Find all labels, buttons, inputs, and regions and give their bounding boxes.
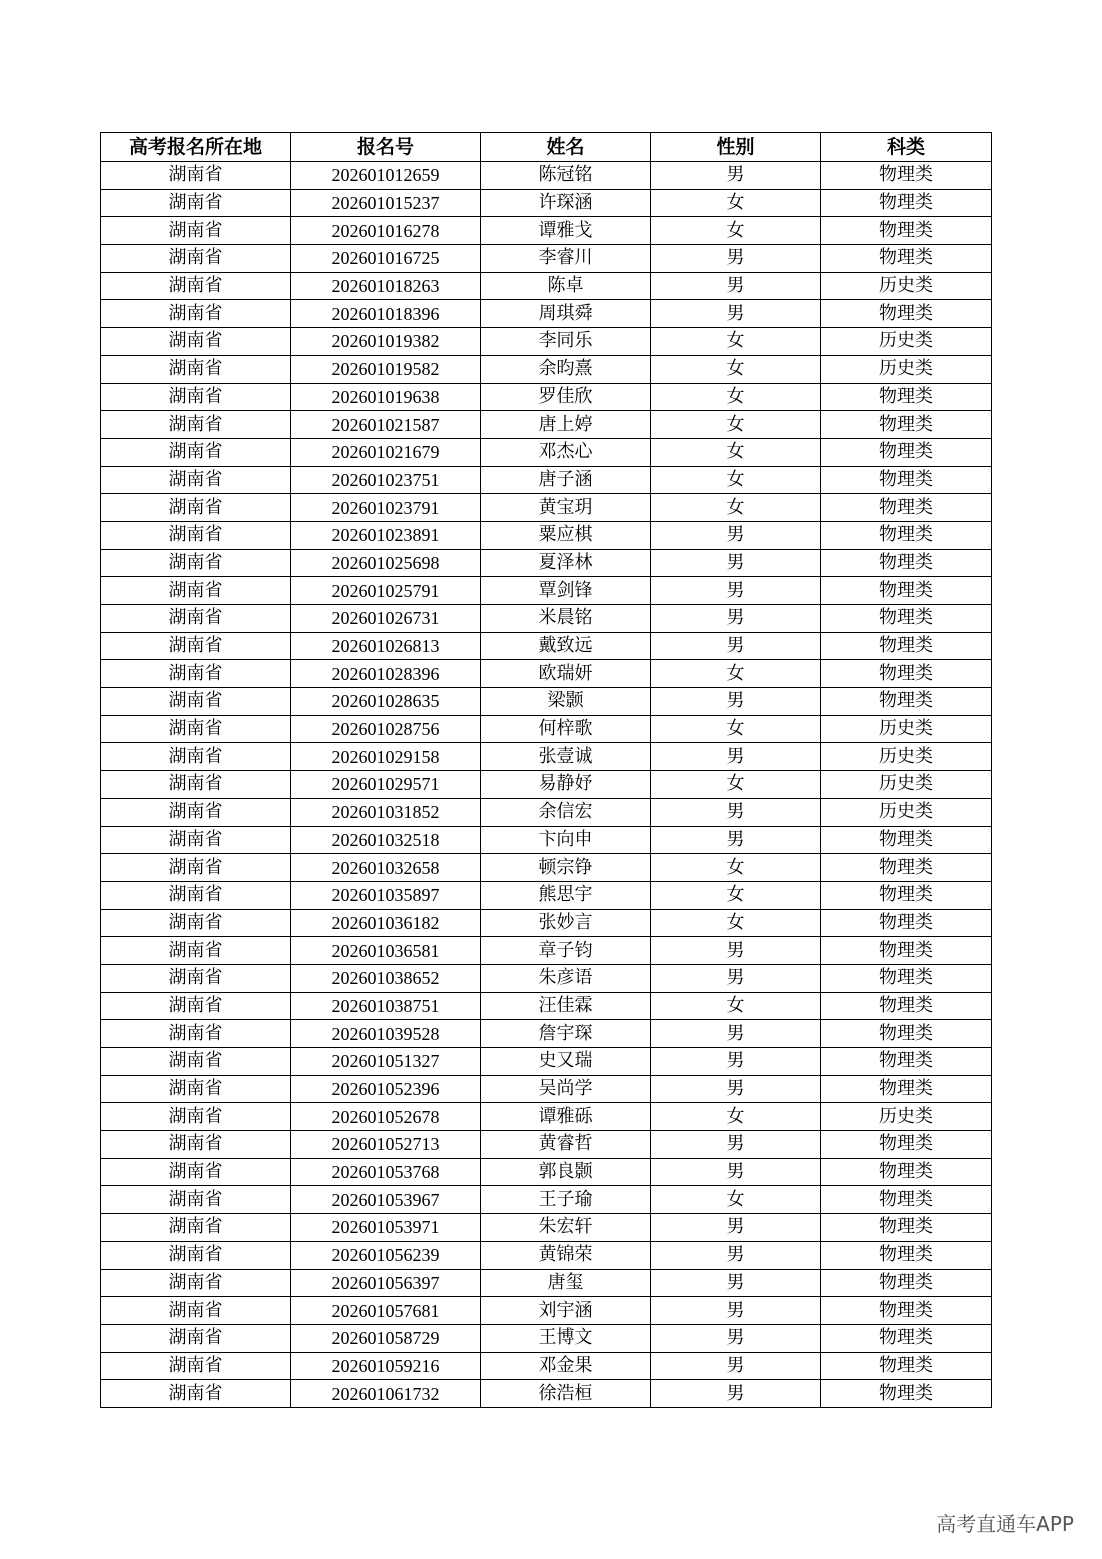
cell-registration-number: 202601026731 <box>291 605 481 633</box>
cell-location: 湖南省 <box>101 1075 291 1103</box>
table-row <box>101 826 992 854</box>
cell-name: 张妙言 <box>481 909 651 937</box>
cell-subject-category: 物理类 <box>821 909 992 937</box>
cell-registration-number: 202601056239 <box>291 1241 481 1269</box>
cell-subject-category: 物理类 <box>821 1020 992 1048</box>
cell-name: 罗佳欣 <box>481 383 651 411</box>
cell-registration-number: 202601053768 <box>291 1158 481 1186</box>
cell-gender: 男 <box>651 632 821 660</box>
cell-registration-number: 202601028635 <box>291 688 481 716</box>
cell-name: 王博文 <box>481 1324 651 1352</box>
cell-name: 余信宏 <box>481 798 651 826</box>
cell-location: 湖南省 <box>101 1131 291 1159</box>
cell-gender: 男 <box>651 1158 821 1186</box>
cell-registration-number: 202601016278 <box>291 217 481 245</box>
table-row <box>101 1324 992 1352</box>
table-row <box>101 494 992 522</box>
cell-location: 湖南省 <box>101 328 291 356</box>
table-row <box>101 162 992 190</box>
cell-location: 湖南省 <box>101 964 291 992</box>
cell-registration-number: 202601053971 <box>291 1214 481 1242</box>
cell-location: 湖南省 <box>101 1158 291 1186</box>
cell-subject-category: 物理类 <box>821 217 992 245</box>
cell-name: 李睿川 <box>481 245 651 273</box>
cell-subject-category: 物理类 <box>821 992 992 1020</box>
cell-location: 湖南省 <box>101 1297 291 1325</box>
cell-name: 周琪舜 <box>481 300 651 328</box>
table-row <box>101 992 992 1020</box>
cell-gender: 女 <box>651 411 821 439</box>
cell-subject-category: 物理类 <box>821 1269 992 1297</box>
cell-subject-category: 历史类 <box>821 798 992 826</box>
cell-location: 湖南省 <box>101 217 291 245</box>
cell-subject-category: 物理类 <box>821 1048 992 1076</box>
table-header-row <box>101 133 992 162</box>
cell-gender: 男 <box>651 1297 821 1325</box>
student-roster-table <box>100 132 992 1408</box>
cell-location: 湖南省 <box>101 660 291 688</box>
cell-subject-category: 物理类 <box>821 162 992 190</box>
cell-gender: 男 <box>651 1324 821 1352</box>
cell-registration-number: 202601021679 <box>291 438 481 466</box>
cell-registration-number: 202601026813 <box>291 632 481 660</box>
cell-registration-number: 202601053967 <box>291 1186 481 1214</box>
table-row <box>101 881 992 909</box>
cell-name: 梁颢 <box>481 688 651 716</box>
table-row <box>101 1020 992 1048</box>
cell-registration-number: 202601019582 <box>291 355 481 383</box>
table-row <box>101 328 992 356</box>
watermark-text: 高考直通车APP <box>936 1512 1074 1536</box>
cell-subject-category: 历史类 <box>821 355 992 383</box>
table-row <box>101 1380 992 1408</box>
cell-location: 湖南省 <box>101 1241 291 1269</box>
cell-registration-number: 202601059216 <box>291 1352 481 1380</box>
cell-gender: 女 <box>651 466 821 494</box>
cell-location: 湖南省 <box>101 688 291 716</box>
cell-gender: 女 <box>651 438 821 466</box>
cell-registration-number: 202601028756 <box>291 715 481 743</box>
table-row <box>101 383 992 411</box>
cell-gender: 男 <box>651 1131 821 1159</box>
cell-name: 吴尚学 <box>481 1075 651 1103</box>
cell-registration-number: 202601018396 <box>291 300 481 328</box>
table-row <box>101 632 992 660</box>
column-header-registration-number: 报名号 <box>291 133 481 162</box>
cell-gender: 女 <box>651 881 821 909</box>
cell-gender: 男 <box>651 1214 821 1242</box>
cell-location: 湖南省 <box>101 355 291 383</box>
cell-location: 湖南省 <box>101 605 291 633</box>
table-row <box>101 411 992 439</box>
cell-registration-number: 202601035897 <box>291 881 481 909</box>
table-row <box>101 660 992 688</box>
cell-location: 湖南省 <box>101 411 291 439</box>
cell-gender: 男 <box>651 1241 821 1269</box>
cell-name: 戴致远 <box>481 632 651 660</box>
cell-registration-number: 202601023751 <box>291 466 481 494</box>
cell-subject-category: 物理类 <box>821 300 992 328</box>
cell-subject-category: 物理类 <box>821 189 992 217</box>
table-row <box>101 245 992 273</box>
cell-name: 朱彦语 <box>481 964 651 992</box>
cell-subject-category: 物理类 <box>821 1131 992 1159</box>
cell-subject-category: 物理类 <box>821 1214 992 1242</box>
table-row <box>101 1214 992 1242</box>
cell-subject-category: 物理类 <box>821 881 992 909</box>
cell-subject-category: 物理类 <box>821 826 992 854</box>
cell-name: 詹宇琛 <box>481 1020 651 1048</box>
cell-gender: 女 <box>651 854 821 882</box>
cell-location: 湖南省 <box>101 771 291 799</box>
cell-subject-category: 历史类 <box>821 1103 992 1131</box>
table-row <box>101 1241 992 1269</box>
column-header-subject-category: 科类 <box>821 133 992 162</box>
cell-name: 章子钧 <box>481 937 651 965</box>
cell-subject-category: 物理类 <box>821 438 992 466</box>
cell-subject-category: 物理类 <box>821 1241 992 1269</box>
cell-registration-number: 202601012659 <box>291 162 481 190</box>
cell-subject-category: 物理类 <box>821 1075 992 1103</box>
cell-location: 湖南省 <box>101 1380 291 1408</box>
cell-registration-number: 202601036581 <box>291 937 481 965</box>
cell-registration-number: 202601052713 <box>291 1131 481 1159</box>
cell-location: 湖南省 <box>101 577 291 605</box>
cell-name: 陈冠铭 <box>481 162 651 190</box>
cell-subject-category: 历史类 <box>821 771 992 799</box>
cell-registration-number: 202601019638 <box>291 383 481 411</box>
cell-name: 熊思宇 <box>481 881 651 909</box>
cell-gender: 女 <box>651 355 821 383</box>
table-row <box>101 521 992 549</box>
cell-subject-category: 物理类 <box>821 632 992 660</box>
table-row <box>101 605 992 633</box>
table-row <box>101 549 992 577</box>
cell-subject-category: 物理类 <box>821 521 992 549</box>
table-row <box>101 688 992 716</box>
table-row <box>101 1297 992 1325</box>
cell-subject-category: 历史类 <box>821 743 992 771</box>
cell-subject-category: 历史类 <box>821 272 992 300</box>
table-row <box>101 937 992 965</box>
cell-subject-category: 物理类 <box>821 494 992 522</box>
cell-location: 湖南省 <box>101 1048 291 1076</box>
table-row <box>101 272 992 300</box>
cell-name: 米晨铭 <box>481 605 651 633</box>
cell-name: 夏泽林 <box>481 549 651 577</box>
cell-gender: 女 <box>651 383 821 411</box>
cell-location: 湖南省 <box>101 494 291 522</box>
cell-location: 湖南省 <box>101 937 291 965</box>
cell-name: 张壹诚 <box>481 743 651 771</box>
cell-subject-category: 物理类 <box>821 937 992 965</box>
cell-registration-number: 202601052678 <box>291 1103 481 1131</box>
table-row <box>101 217 992 245</box>
cell-registration-number: 202601061732 <box>291 1380 481 1408</box>
table-row <box>101 1131 992 1159</box>
table-row <box>101 743 992 771</box>
cell-name: 谭雅戈 <box>481 217 651 245</box>
cell-location: 湖南省 <box>101 743 291 771</box>
table-row <box>101 189 992 217</box>
cell-registration-number: 202601023891 <box>291 521 481 549</box>
cell-location: 湖南省 <box>101 1352 291 1380</box>
cell-location: 湖南省 <box>101 272 291 300</box>
cell-registration-number: 202601023791 <box>291 494 481 522</box>
cell-location: 湖南省 <box>101 1103 291 1131</box>
cell-registration-number: 202601036182 <box>291 909 481 937</box>
cell-registration-number: 202601018263 <box>291 272 481 300</box>
cell-gender: 男 <box>651 300 821 328</box>
cell-gender: 女 <box>651 217 821 245</box>
cell-gender: 男 <box>651 826 821 854</box>
cell-name: 徐浩桓 <box>481 1380 651 1408</box>
cell-registration-number: 202601032658 <box>291 854 481 882</box>
cell-name: 欧瑞妍 <box>481 660 651 688</box>
cell-gender: 女 <box>651 494 821 522</box>
cell-gender: 女 <box>651 660 821 688</box>
cell-name: 许琛涵 <box>481 189 651 217</box>
cell-gender: 女 <box>651 1186 821 1214</box>
cell-registration-number: 202601025698 <box>291 549 481 577</box>
cell-gender: 男 <box>651 1020 821 1048</box>
cell-gender: 男 <box>651 798 821 826</box>
table-row <box>101 1048 992 1076</box>
cell-registration-number: 202601032518 <box>291 826 481 854</box>
cell-subject-category: 物理类 <box>821 1324 992 1352</box>
cell-registration-number: 202601058729 <box>291 1324 481 1352</box>
table-row <box>101 1158 992 1186</box>
cell-subject-category: 物理类 <box>821 411 992 439</box>
cell-name: 邓金果 <box>481 1352 651 1380</box>
cell-location: 湖南省 <box>101 383 291 411</box>
table-row <box>101 1103 992 1131</box>
cell-location: 湖南省 <box>101 992 291 1020</box>
cell-gender: 女 <box>651 771 821 799</box>
cell-gender: 男 <box>651 964 821 992</box>
cell-location: 湖南省 <box>101 521 291 549</box>
cell-name: 易静妤 <box>481 771 651 799</box>
cell-registration-number: 202601025791 <box>291 577 481 605</box>
cell-name: 黄宝玥 <box>481 494 651 522</box>
cell-registration-number: 202601028396 <box>291 660 481 688</box>
cell-subject-category: 历史类 <box>821 328 992 356</box>
cell-location: 湖南省 <box>101 1324 291 1352</box>
cell-subject-category: 物理类 <box>821 854 992 882</box>
cell-name: 郭良颢 <box>481 1158 651 1186</box>
cell-gender: 女 <box>651 992 821 1020</box>
cell-location: 湖南省 <box>101 189 291 217</box>
cell-registration-number: 202601015237 <box>291 189 481 217</box>
cell-location: 湖南省 <box>101 300 291 328</box>
cell-gender: 男 <box>651 743 821 771</box>
cell-gender: 女 <box>651 715 821 743</box>
cell-subject-category: 物理类 <box>821 605 992 633</box>
cell-location: 湖南省 <box>101 1186 291 1214</box>
cell-gender: 男 <box>651 1352 821 1380</box>
cell-location: 湖南省 <box>101 162 291 190</box>
cell-subject-category: 物理类 <box>821 660 992 688</box>
cell-name: 谭雅砾 <box>481 1103 651 1131</box>
table-row <box>101 771 992 799</box>
table-row <box>101 577 992 605</box>
cell-name: 陈卓 <box>481 272 651 300</box>
table-row <box>101 964 992 992</box>
cell-registration-number: 202601029158 <box>291 743 481 771</box>
cell-name: 何梓歌 <box>481 715 651 743</box>
cell-location: 湖南省 <box>101 1020 291 1048</box>
cell-name: 史又瑞 <box>481 1048 651 1076</box>
cell-gender: 男 <box>651 162 821 190</box>
cell-name: 刘宇涵 <box>481 1297 651 1325</box>
column-header-gender: 性别 <box>651 133 821 162</box>
cell-registration-number: 202601021587 <box>291 411 481 439</box>
cell-name: 唐上婷 <box>481 411 651 439</box>
cell-gender: 女 <box>651 909 821 937</box>
cell-subject-category: 物理类 <box>821 383 992 411</box>
table-row <box>101 355 992 383</box>
cell-gender: 男 <box>651 1048 821 1076</box>
cell-subject-category: 物理类 <box>821 245 992 273</box>
cell-gender: 男 <box>651 688 821 716</box>
cell-registration-number: 202601016725 <box>291 245 481 273</box>
table-row <box>101 466 992 494</box>
cell-gender: 女 <box>651 1103 821 1131</box>
cell-location: 湖南省 <box>101 715 291 743</box>
cell-name: 李同乐 <box>481 328 651 356</box>
table-row <box>101 854 992 882</box>
cell-gender: 男 <box>651 937 821 965</box>
cell-location: 湖南省 <box>101 909 291 937</box>
cell-registration-number: 202601039528 <box>291 1020 481 1048</box>
cell-subject-category: 物理类 <box>821 1297 992 1325</box>
cell-registration-number: 202601029571 <box>291 771 481 799</box>
table-row <box>101 1186 992 1214</box>
cell-registration-number: 202601051327 <box>291 1048 481 1076</box>
cell-name: 覃剑锋 <box>481 577 651 605</box>
cell-name: 朱宏轩 <box>481 1214 651 1242</box>
cell-registration-number: 202601038652 <box>291 964 481 992</box>
cell-name: 卞向申 <box>481 826 651 854</box>
cell-subject-category: 物理类 <box>821 549 992 577</box>
cell-registration-number: 202601052396 <box>291 1075 481 1103</box>
cell-location: 湖南省 <box>101 798 291 826</box>
cell-subject-category: 物理类 <box>821 1158 992 1186</box>
cell-location: 湖南省 <box>101 1214 291 1242</box>
cell-name: 唐子涵 <box>481 466 651 494</box>
cell-gender: 男 <box>651 272 821 300</box>
cell-name: 汪佳霖 <box>481 992 651 1020</box>
table-row <box>101 715 992 743</box>
cell-subject-category: 物理类 <box>821 1186 992 1214</box>
cell-gender: 男 <box>651 521 821 549</box>
cell-subject-category: 物理类 <box>821 688 992 716</box>
cell-gender: 女 <box>651 189 821 217</box>
cell-name: 黄锦荣 <box>481 1241 651 1269</box>
table-row <box>101 1075 992 1103</box>
table-row <box>101 909 992 937</box>
cell-gender: 男 <box>651 245 821 273</box>
cell-gender: 男 <box>651 1075 821 1103</box>
cell-name: 黄睿哲 <box>481 1131 651 1159</box>
cell-registration-number: 202601019382 <box>291 328 481 356</box>
cell-name: 余昀熹 <box>481 355 651 383</box>
cell-registration-number: 202601056397 <box>291 1269 481 1297</box>
cell-registration-number: 202601038751 <box>291 992 481 1020</box>
cell-name: 邓杰心 <box>481 438 651 466</box>
cell-gender: 男 <box>651 549 821 577</box>
table-row <box>101 1269 992 1297</box>
cell-location: 湖南省 <box>101 466 291 494</box>
cell-subject-category: 物理类 <box>821 1380 992 1408</box>
cell-gender: 男 <box>651 1269 821 1297</box>
cell-gender: 男 <box>651 577 821 605</box>
cell-gender: 男 <box>651 605 821 633</box>
cell-subject-category: 物理类 <box>821 577 992 605</box>
cell-location: 湖南省 <box>101 245 291 273</box>
cell-subject-category: 历史类 <box>821 715 992 743</box>
cell-name: 顿宗铮 <box>481 854 651 882</box>
column-header-location: 高考报名所在地 <box>101 133 291 162</box>
cell-subject-category: 物理类 <box>821 466 992 494</box>
cell-subject-category: 物理类 <box>821 1352 992 1380</box>
cell-name: 粟应棋 <box>481 521 651 549</box>
cell-location: 湖南省 <box>101 826 291 854</box>
cell-gender: 女 <box>651 328 821 356</box>
table-row <box>101 798 992 826</box>
cell-location: 湖南省 <box>101 549 291 577</box>
column-header-name: 姓名 <box>481 133 651 162</box>
cell-location: 湖南省 <box>101 438 291 466</box>
cell-location: 湖南省 <box>101 854 291 882</box>
cell-location: 湖南省 <box>101 1269 291 1297</box>
cell-subject-category: 物理类 <box>821 964 992 992</box>
cell-name: 唐玺 <box>481 1269 651 1297</box>
cell-location: 湖南省 <box>101 881 291 909</box>
cell-gender: 男 <box>651 1380 821 1408</box>
cell-location: 湖南省 <box>101 632 291 660</box>
table-body <box>101 162 992 1408</box>
table-row <box>101 438 992 466</box>
table-row <box>101 300 992 328</box>
cell-registration-number: 202601057681 <box>291 1297 481 1325</box>
cell-name: 王子瑜 <box>481 1186 651 1214</box>
cell-registration-number: 202601031852 <box>291 798 481 826</box>
table-row <box>101 1352 992 1380</box>
